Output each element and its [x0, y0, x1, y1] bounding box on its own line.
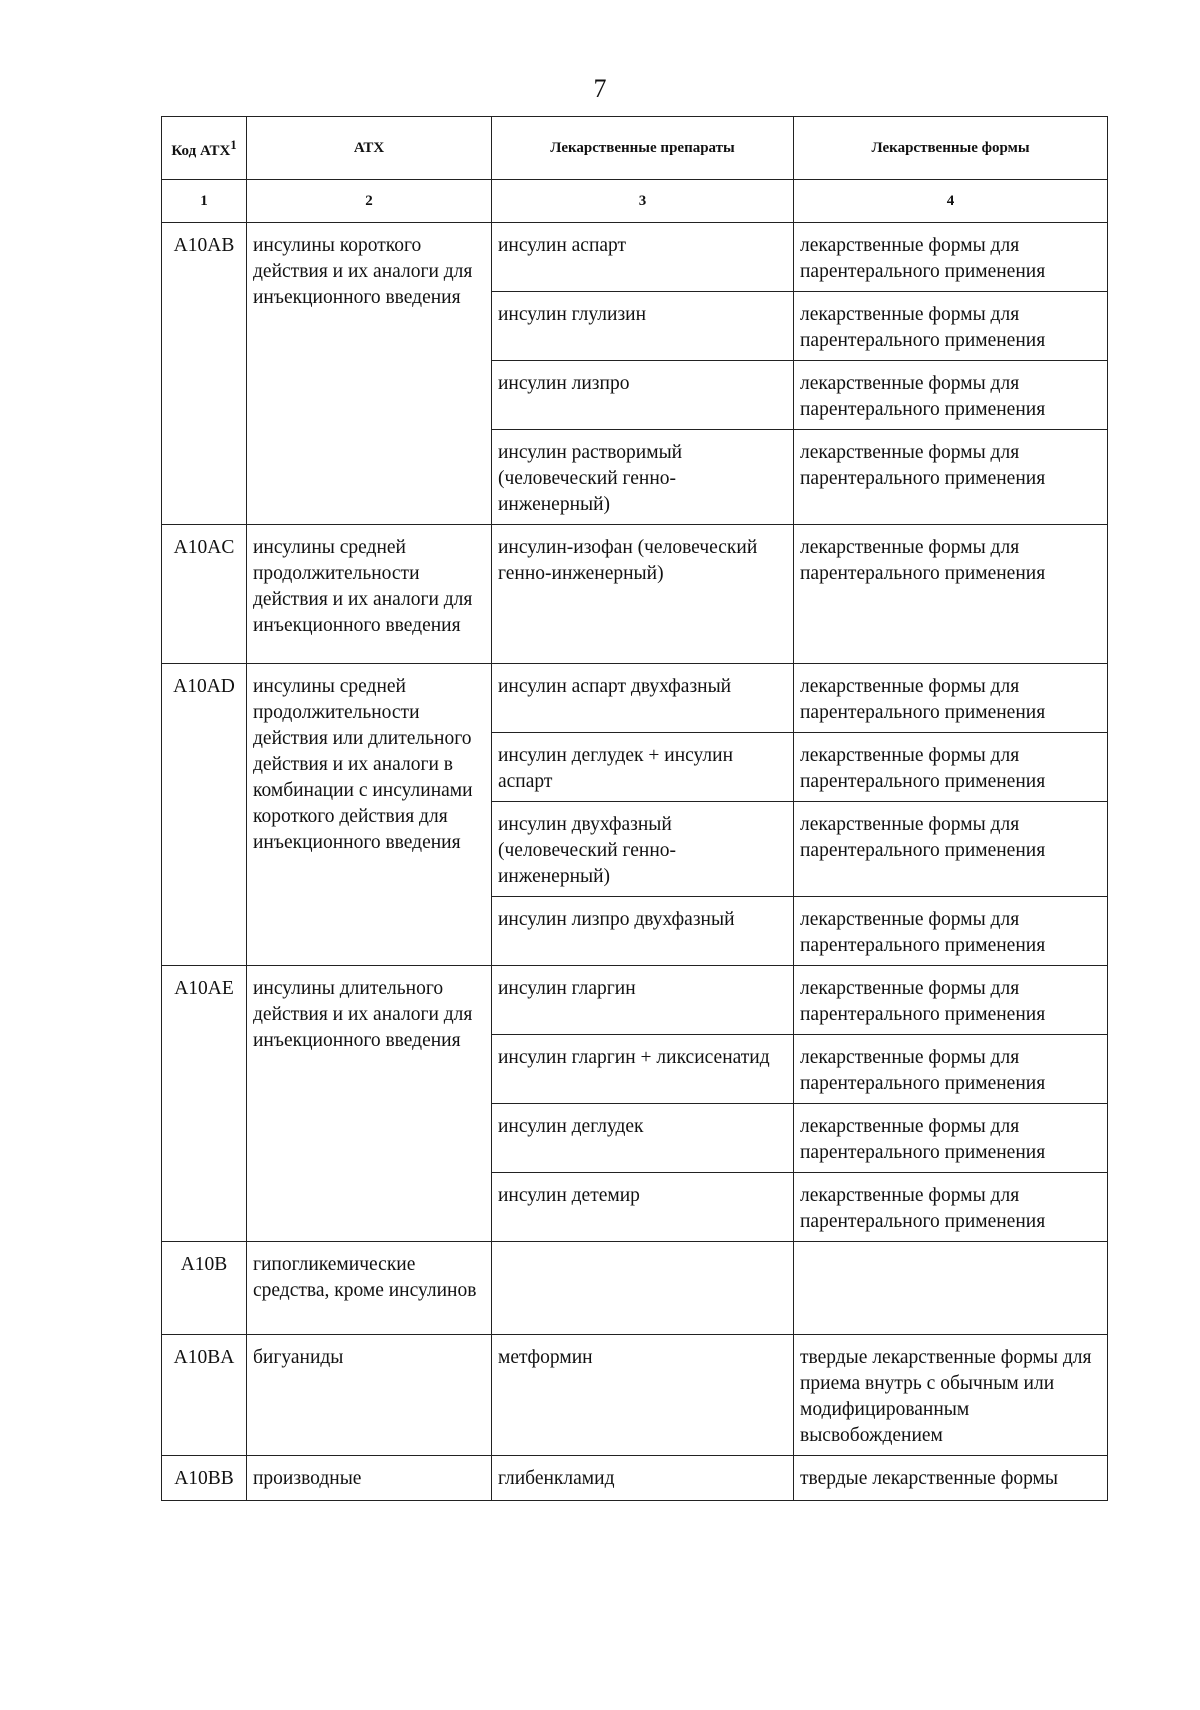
column-number: 4 [794, 180, 1108, 223]
header-code-label: Код АТХ [171, 142, 231, 159]
dosage-form-cell: лекарственные формы для парентерального применения [794, 897, 1108, 966]
drug-cell: инсулин лизпро двухфазный [492, 897, 794, 966]
table-row [162, 1242, 1108, 1335]
dosage-form-cell: лекарственные формы для парентерального применения [794, 733, 1108, 802]
dosage-form-cell: лекарственные формы для парентерального применения [794, 664, 1108, 733]
dosage-form-cell: лекарственные формы для парентерального применения [794, 1035, 1108, 1104]
table-row [162, 525, 1108, 664]
atx-name-cell: производные [247, 1456, 492, 1501]
dosage-form-cell: лекарственные формы для парентерального применения [794, 1173, 1108, 1242]
dosage-form-cell: лекарственные формы для парентерального применения [794, 223, 1108, 292]
drug-cell: глибенкламид [492, 1456, 794, 1501]
atx-code-cell: A10AD [162, 664, 247, 966]
drug-cell: метформин [492, 1335, 794, 1456]
atx-name-cell: инсулины средней продолжительности действия и их аналоги для инъекционного введения [247, 525, 492, 664]
atx-code-cell: A10AB [162, 223, 247, 525]
drug-table [161, 116, 1108, 1501]
drug-cell: инсулин гларгин + ликсисенатид [492, 1035, 794, 1104]
atx-name-cell: гипогликемические средства, кроме инсулинов [247, 1242, 492, 1335]
table-row [162, 1456, 1108, 1501]
table-row [162, 966, 1108, 1035]
dosage-form-cell [794, 1242, 1108, 1335]
dosage-form-cell: лекарственные формы для парентерального применения [794, 1104, 1108, 1173]
drug-cell: инсулин глулизин [492, 292, 794, 361]
drug-cell: инсулин аспарт [492, 223, 794, 292]
table-row [162, 664, 1108, 733]
header-forms: Лекарственные формы [794, 117, 1108, 180]
atx-code-cell: A10B [162, 1242, 247, 1335]
atx-code-cell: A10BA [162, 1335, 247, 1456]
drug-cell: инсулин лизпро [492, 361, 794, 430]
drug-cell: инсулин-изофан (человеческий генно-инженерный) [492, 525, 794, 664]
atx-name-cell: инсулины короткого действия и их аналоги для инъекционного введения [247, 223, 492, 525]
column-number: 2 [247, 180, 492, 223]
header-drugs: Лекарственные препараты [492, 117, 794, 180]
drug-cell: инсулин деглудек [492, 1104, 794, 1173]
drug-cell: инсулин детемир [492, 1173, 794, 1242]
drug-cell [492, 1242, 794, 1335]
header-code [162, 117, 247, 180]
drug-cell: инсулин растворимый (человеческий генно-инженерный) [492, 430, 794, 525]
column-number: 1 [162, 180, 247, 223]
atx-code-cell: A10AC [162, 525, 247, 664]
atx-code-cell: A10AE [162, 966, 247, 1242]
dosage-form-cell: лекарственные формы для парентерального применения [794, 802, 1108, 897]
atx-name-cell: инсулины средней продолжительности действия или длительного действия и их аналоги в комбинации с инсулинами короткого действия для инъекционного введения [247, 664, 492, 966]
drug-cell: инсулин деглудек + инсулин аспарт [492, 733, 794, 802]
drug-cell: инсулин гларгин [492, 966, 794, 1035]
header-row [162, 117, 1108, 180]
atx-name-cell: бигуаниды [247, 1335, 492, 1456]
page-number: 7 [593, 74, 607, 103]
dosage-form-cell: лекарственные формы для парентерального применения [794, 430, 1108, 525]
dosage-form-cell: лекарственные формы для парентерального применения [794, 292, 1108, 361]
header-code-footnote: 1 [230, 137, 237, 152]
dosage-form-cell: твердые лекарственные формы для приема внутрь с обычным или модифицированным высвобождением [794, 1335, 1108, 1456]
atx-name-cell: инсулины длительного действия и их аналоги для инъекционного введения [247, 966, 492, 1242]
dosage-form-cell: лекарственные формы для парентерального применения [794, 525, 1108, 664]
header-atx: АТХ [247, 117, 492, 180]
table-row [162, 223, 1108, 292]
table-row [162, 1335, 1108, 1456]
dosage-form-cell: твердые лекарственные формы [794, 1456, 1108, 1501]
dosage-form-cell: лекарственные формы для парентерального применения [794, 966, 1108, 1035]
atx-code-cell: A10BB [162, 1456, 247, 1501]
drug-cell: инсулин двухфазный (человеческий генно-инженерный) [492, 802, 794, 897]
column-number: 3 [492, 180, 794, 223]
drug-cell: инсулин аспарт двухфазный [492, 664, 794, 733]
dosage-form-cell: лекарственные формы для парентерального применения [794, 361, 1108, 430]
column-number-row [162, 180, 1108, 223]
